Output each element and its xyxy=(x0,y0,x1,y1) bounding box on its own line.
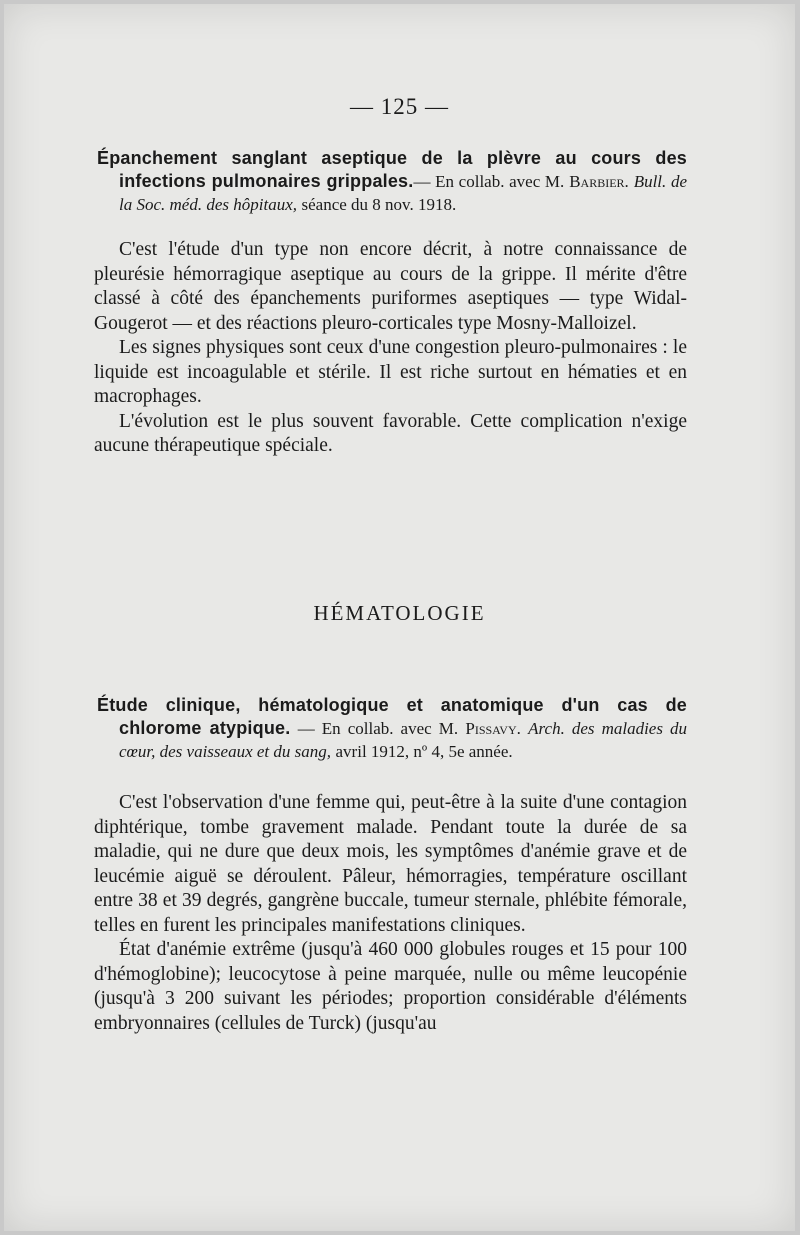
paragraph: L'évolution est le plus souvent favorable. Cette complication n'exige aucune thérapeutique spéciale. xyxy=(94,410,687,456)
page-number: — 125 — xyxy=(350,94,449,119)
document-page xyxy=(4,4,795,1231)
entry-2-author: Pissavy. xyxy=(465,719,521,738)
entry-1-title: Épanchement sanglant aseptique de la plèvre au cours des infections pulmonaires grippales. xyxy=(97,148,687,191)
entry-1-journal: Bull. de la Soc. méd. des hôpitaux, xyxy=(119,172,687,214)
entry-2-journal: Arch. des maladies du cœur, des vaisseaux et du sang, xyxy=(119,719,688,761)
section-title: HÉMATOLOGIE xyxy=(313,601,486,625)
entry-1-session: séance du 8 nov. 1918. xyxy=(301,195,457,214)
entry-1-heading xyxy=(97,147,687,216)
entry-2-body xyxy=(94,791,687,1036)
entry-2-heading xyxy=(97,694,688,763)
entry-2-issue: avril 1912, nº 4, 5e année. xyxy=(335,742,513,761)
entry-2-title: Étude clinique, hématologique et anatomique d'un cas de chlorome atypique. xyxy=(97,695,687,738)
entry-2-collab: — En collab. avec M. xyxy=(297,719,459,738)
paragraph: État d'anémie extrême (jusqu'à 460 000 globules rouges et 15 pour 100 d'hémoglobine); leucocytose à peine marquée, nulle ou même leucopénie (jusqu'à 3 200 suivant les périodes; proportion considérable d'éléments embryonnaires (cellules de Turck) (jusqu'au xyxy=(94,939,687,1034)
entry-1-collab: — En collab. avec M. xyxy=(413,172,565,191)
paragraph: Les signes physiques sont ceux d'une congestion pleuro-pulmonaires : le liquide est incoagulable et stérile. Il est riche surtout en hématies et en macrophages. xyxy=(94,337,687,407)
paragraph: C'est l'observation d'une femme qui, peut-être à la suite d'une contagion diphtérique, tombe gravement malade. Pendant toute la durée de sa maladie, qui ne dure que deux mois, les symptômes d'anémie grave et de leucémie aiguë se déroulent. Pâleur, hémorragies, température oscillant entre 38 et 39 degrés, gangrène buccale, tumeur sternale, phlébite fémorale, telles en furent les principales manifestations cliniques. xyxy=(94,792,687,936)
entry-1-body xyxy=(94,238,687,459)
entry-1-author: Barbier. xyxy=(569,172,629,191)
paragraph: C'est l'étude d'un type non encore décrit, à notre connaissance de pleurésie hémorragique aseptique au cours de la grippe. Il mérite d'être classé à côté des épanchements puriformes aseptiques — type Widal-Gougerot — et des réactions pleuro-corticales type Mosny-Malloizel. xyxy=(94,239,687,334)
